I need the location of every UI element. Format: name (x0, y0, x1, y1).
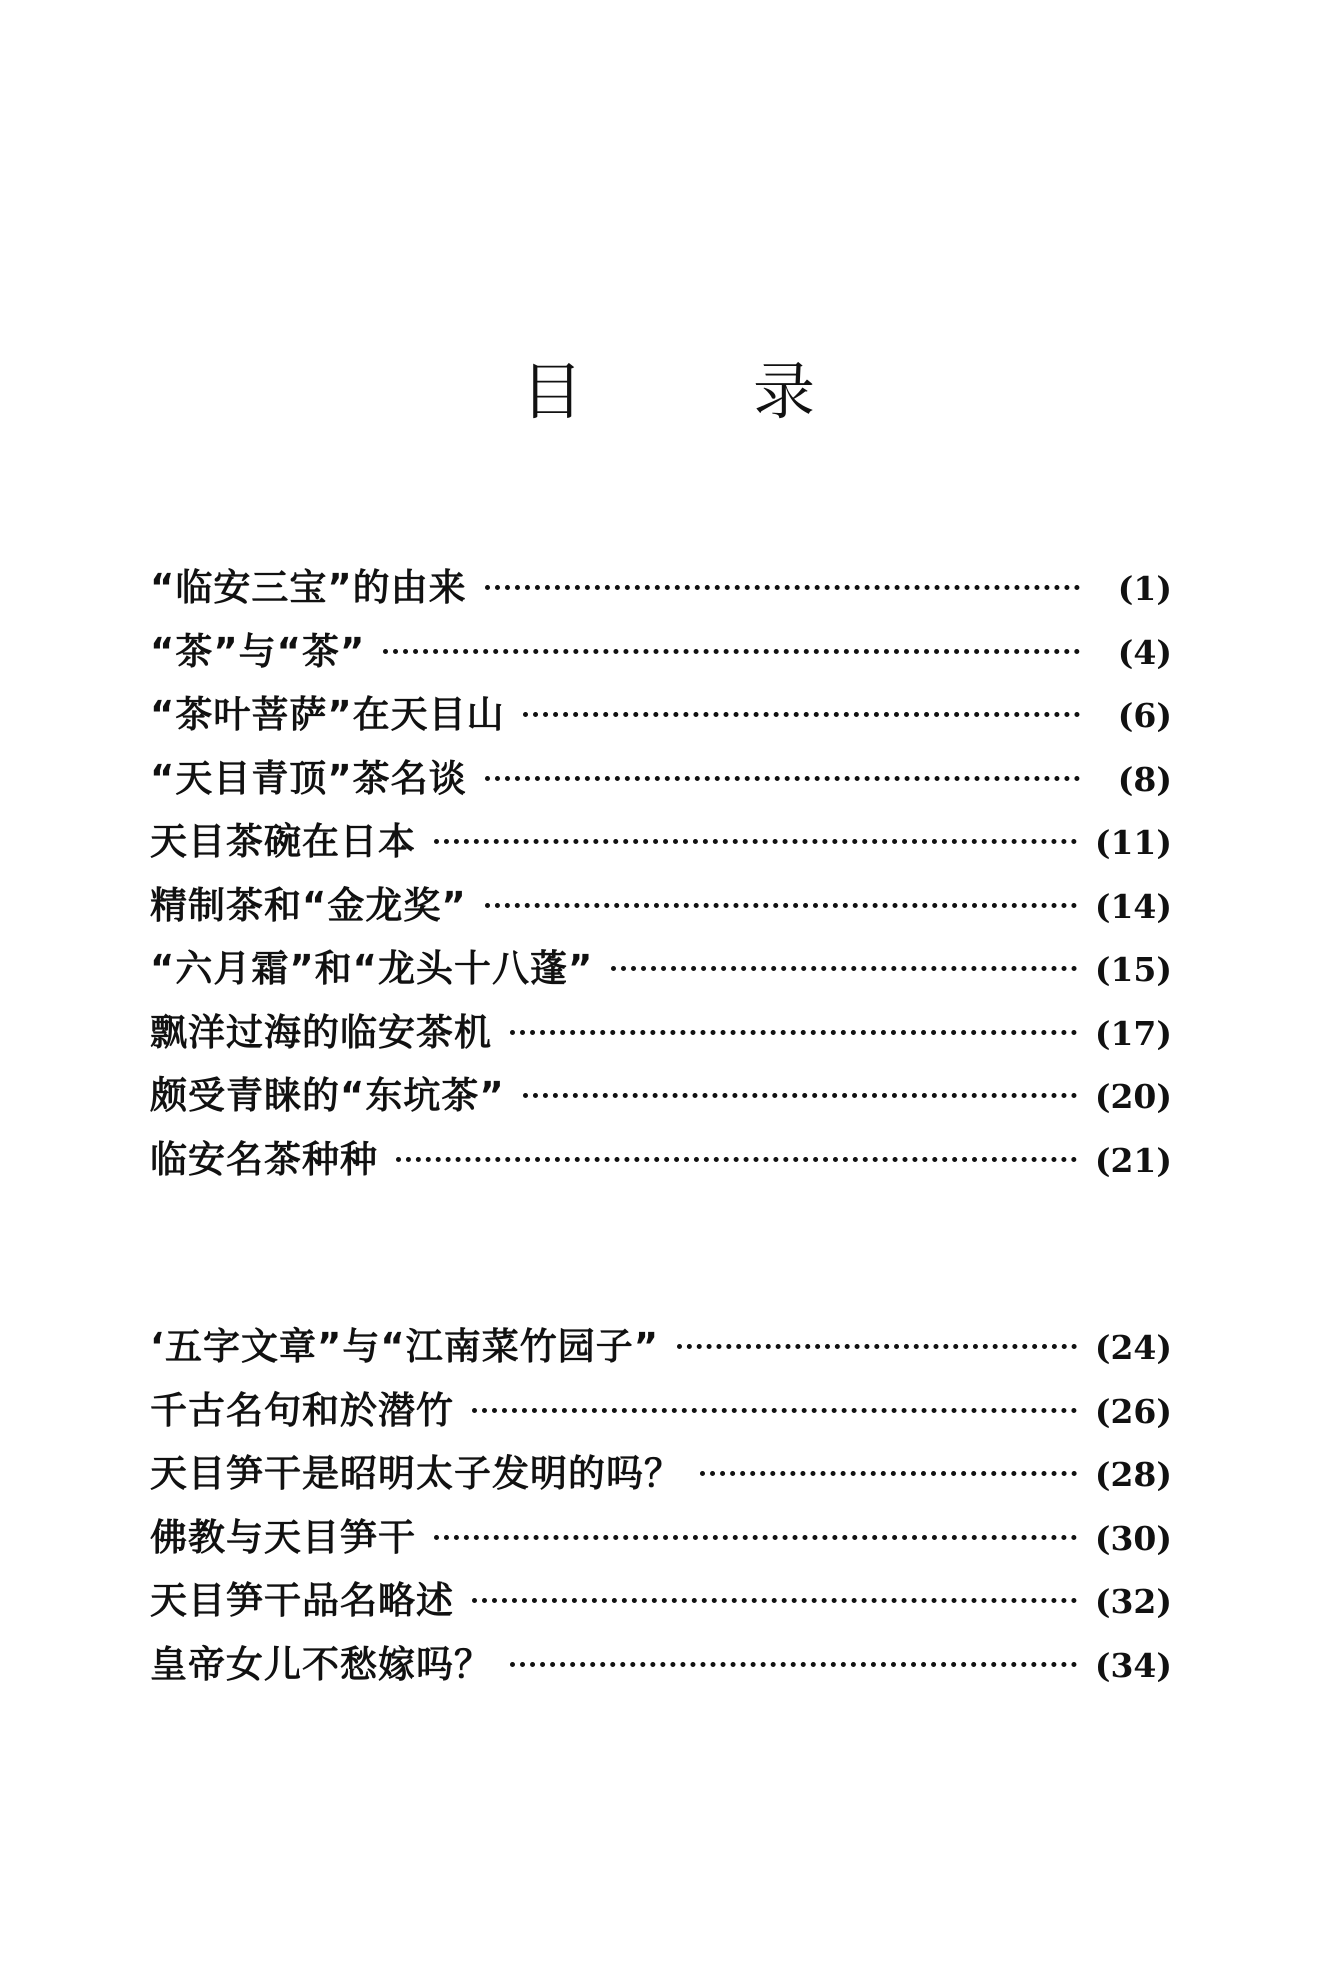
leader-dots (510, 1662, 1077, 1667)
toc-entry-page: (28) (1094, 1455, 1172, 1494)
toc-entry[interactable] (150, 1001, 1172, 1065)
toc-entry-title: 飘洋过海的临安茶机 (150, 1010, 492, 1054)
toc-section-tea (150, 556, 1172, 1191)
toc-entry-title: “茶叶菩萨”在天目山 (150, 693, 505, 736)
toc-entry-title: “临安三宝”的由来 (150, 566, 467, 609)
toc-entry-page: (34) (1094, 1645, 1172, 1685)
page-title (0, 342, 1336, 431)
leader-dots (611, 966, 1077, 971)
toc-entry[interactable] (150, 1569, 1172, 1633)
toc-entry[interactable] (150, 937, 1172, 1001)
toc-entry-title: 皇帝女儿不愁嫁吗？ (150, 1642, 492, 1686)
leader-dots (396, 1157, 1077, 1162)
leader-dots (472, 1598, 1077, 1603)
toc-entry-title: 临安名茶种种 (150, 1137, 378, 1181)
toc-entry[interactable] (150, 556, 1172, 620)
toc-entry-page: (6) (1117, 696, 1172, 735)
leader-dots (677, 1344, 1077, 1349)
title-char-2: 录 (753, 354, 816, 428)
toc-entry[interactable] (150, 810, 1172, 874)
leader-dots (472, 1408, 1077, 1413)
toc-entry-page: (21) (1094, 1140, 1172, 1180)
toc-entry-page: (8) (1117, 759, 1172, 799)
toc-entry[interactable] (150, 683, 1172, 747)
leader-dots (485, 903, 1077, 908)
toc-entry-title: 天目笋干是昭明太子发明的吗？ (150, 1452, 682, 1495)
toc-entry-page: (20) (1094, 1077, 1172, 1116)
toc-entry[interactable] (150, 1128, 1172, 1192)
leader-dots (700, 1471, 1077, 1476)
toc-entry[interactable] (150, 1506, 1172, 1570)
toc-entry-page: (30) (1094, 1518, 1172, 1558)
toc-entry-page: (24) (1094, 1328, 1172, 1367)
toc-entry-title: “天目青顶”茶名谈 (150, 756, 467, 800)
toc-entry-title: 千古名句和於潜竹 (150, 1388, 454, 1432)
toc-entry-page: (1) (1117, 569, 1172, 608)
toc-entry[interactable] (150, 1379, 1172, 1443)
toc-entry-title: 精制茶和“金龙奖” (150, 883, 467, 927)
leader-dots (523, 1093, 1077, 1098)
leader-dots (485, 776, 1080, 781)
leader-dots (383, 649, 1080, 654)
toc-entry-page: (26) (1094, 1391, 1172, 1431)
toc-entry[interactable] (150, 1315, 1172, 1379)
toc-entry[interactable] (150, 1064, 1172, 1128)
toc-entry-page: (15) (1094, 950, 1172, 989)
toc-entry-page: (11) (1094, 823, 1172, 862)
toc-entry-title: “六月霜”和“龙头十八蓬” (150, 947, 594, 990)
toc-entry-page: (17) (1094, 1013, 1172, 1053)
toc-entry-title: ‘五字文章”与“江南菜竹园子” (150, 1325, 660, 1368)
title-char-1: 目 (520, 354, 583, 428)
toc-section-bamboo (150, 1315, 1172, 1696)
toc-entry-title: “茶”与“茶” (150, 629, 366, 673)
leader-dots (434, 1535, 1077, 1540)
toc-entry-page: (14) (1094, 886, 1172, 926)
toc-entry-title: 佛教与天目笋干 (150, 1515, 416, 1559)
leader-dots (434, 839, 1077, 844)
toc-entry-title: 天目茶碗在日本 (150, 820, 416, 863)
toc-entry-page: (4) (1117, 632, 1172, 672)
leader-dots (523, 712, 1080, 717)
toc-entry-title: 天目笋干品名略述 (150, 1579, 454, 1622)
toc-entry-title: 颇受青睐的“东坑茶” (150, 1074, 505, 1117)
leader-dots (510, 1030, 1077, 1035)
toc-entry-page: (32) (1094, 1582, 1172, 1621)
leader-dots (485, 585, 1080, 590)
toc-entry[interactable] (150, 747, 1172, 811)
toc-entry[interactable] (150, 874, 1172, 938)
toc-entry[interactable] (150, 1442, 1172, 1506)
toc-entry[interactable] (150, 620, 1172, 684)
toc-entry[interactable] (150, 1633, 1172, 1697)
